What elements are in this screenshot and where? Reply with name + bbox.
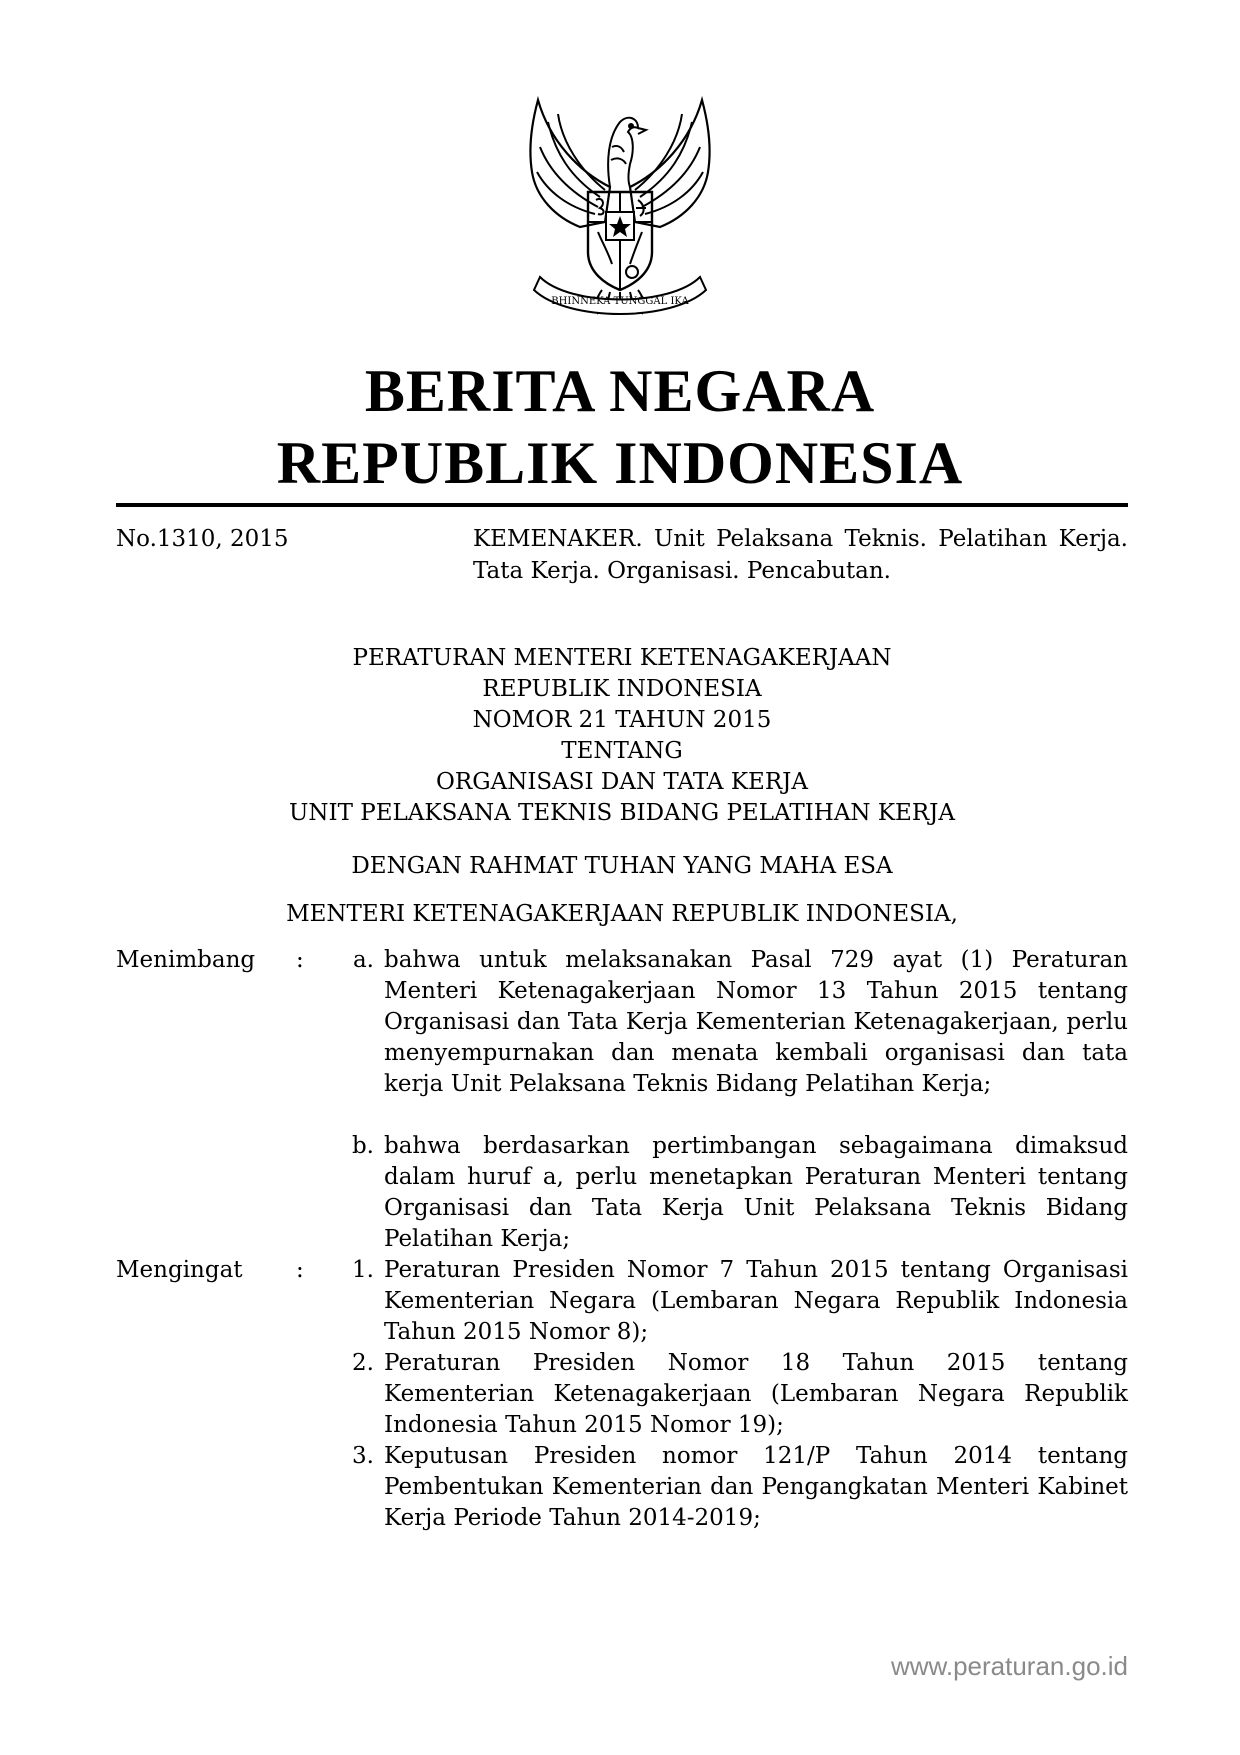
menimbang-marker: a. [352, 947, 374, 973]
title-line: NOMOR 21 TAHUN 2015 [472, 707, 772, 733]
menimbang-item: bahwa berdasarkan pertimbangan sebagaimana dimaksud dalam huruf a, perlu menetapkan Peraturan Menteri tentang Organisasi dan Tata Kerja Unit Pelaksana Teknis Bidang Pelatihan Kerja; [384, 1133, 1128, 1252]
mengingat-marker: 2. [352, 1350, 374, 1376]
footer-url[interactable]: www.peraturan.go.id [890, 1651, 1128, 1681]
mengingat-item: Peraturan Presiden Nomor 7 Tahun 2015 tentang Organisasi Kementerian Negara (Lembaran Negara Republik Indonesia Tahun 2015 Nomor 8); [384, 1257, 1128, 1345]
garuda-emblem-icon [510, 92, 730, 322]
menimbang-colon: : [296, 947, 304, 973]
mengingat-colon: : [296, 1257, 304, 1283]
mengingat-item: Peraturan Presiden Nomor 18 Tahun 2015 tentang Kementerian Ketenagakerjaan (Lembaran Negara Republik Indonesia Tahun 2015 Nomor 19); [384, 1350, 1128, 1438]
title-line: REPUBLIK INDONESIA [482, 676, 762, 702]
mengingat-label: Mengingat [116, 1257, 243, 1283]
title-line: PERATURAN MENTERI KETENAGAKERJAAN [352, 645, 892, 671]
regulation-title [116, 643, 1128, 829]
emblem-motto: BHINNEKA TUNGGAL IKA [551, 296, 689, 307]
mengingat-item: Keputusan Presiden nomor 121/P Tahun 2014 tentang Pembentukan Kementerian dan Pengangkatan Menteri Kabinet Kerja Periode Tahun 2014-2019; [384, 1443, 1128, 1531]
masthead [0, 355, 1240, 499]
masthead-divider [116, 503, 1128, 507]
title-line: TENTANG [561, 738, 683, 764]
masthead-line-1: BERITA NEGARA [364, 358, 876, 424]
menimbang-marker: b. [351, 1133, 374, 1159]
mengingat-marker: 3. [352, 1443, 374, 1469]
title-line: UNIT PELAKSANA TEKNIS BIDANG PELATIHAN KERJA [289, 800, 955, 826]
gazette-subject: KEMENAKER. Unit Pelaksana Teknis. Pelatihan Kerja. Tata Kerja. Organisasi. Pencabutan. [473, 526, 1128, 584]
menimbang-item: bahwa untuk melaksanakan Pasal 729 ayat (1) Peraturan Menteri Ketenagakerjaan Nomor 13 Tahun 2015 tentang Organisasi dan Tata Kerja Kementerian Ketenagakerjaan, perlu menyempurnakan dan menata kembali organisasi dan tata kerja Unit Pelaksana Teknis Bidang Pelatihan Kerja; [384, 947, 1128, 1097]
blessing-line: DENGAN RAHMAT TUHAN YANG MAHA ESA [351, 853, 893, 879]
title-line: ORGANISASI DAN TATA KERJA [436, 769, 808, 795]
gazette-number: No.1310, 2015 [116, 526, 289, 552]
menimbang-label: Menimbang [116, 947, 256, 973]
mengingat-marker: 1. [352, 1257, 374, 1283]
minister-line: MENTERI KETENAGAKERJAAN REPUBLIK INDONESIA, [286, 901, 958, 927]
masthead-line-2: REPUBLIK INDONESIA [276, 430, 964, 496]
